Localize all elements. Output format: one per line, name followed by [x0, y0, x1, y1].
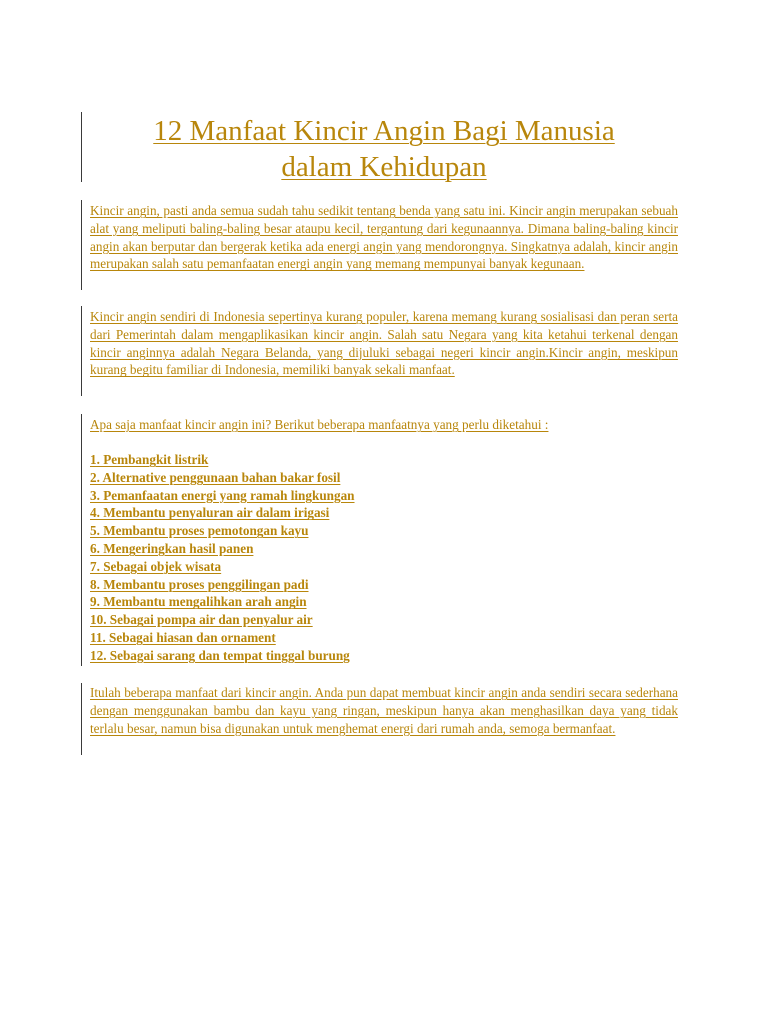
list-item: 7. Sebagai objek wisata — [90, 558, 222, 574]
list-item: 10. Sebagai pompa air dan penyalur air — [90, 612, 313, 628]
list-item: 12. Sebagai sarang dan tempat tinggal burung — [90, 647, 350, 663]
list-item: 6. Mengeringkan hasil panen — [90, 540, 254, 556]
list-item: 3. Pemanfaatan energi yang ramah lingkungan — [90, 487, 355, 503]
list-item: 1. Pembangkit listrik — [90, 452, 209, 467]
list-item: 4. Membantu penyaluran air dalam irigasi — [90, 505, 330, 521]
paragraph-question: Apa saja manfaat kincir angin ini? Berikut beberapa manfaatnya yang perlu diketahui : — [90, 417, 549, 432]
title-line-1: 12 Manfaat Kincir Angin Bagi Manusia — [153, 115, 615, 147]
list-item: 11. Sebagai hiasan dan ornament — [90, 629, 276, 645]
margin-bar-title — [81, 112, 82, 182]
list-item: 2. Alternative penggunaan bahan bakar fosil — [90, 469, 341, 485]
benefit-list — [90, 451, 678, 665]
margin-bar-closing — [81, 683, 82, 755]
list-item: 8. Membantu proses penggilingan padi — [90, 576, 309, 592]
paragraph-intro: Kincir angin, pasti anda semua sudah tahu sedikit tentang benda yang satu ini. Kincir angin merupakan sebuah alat yang meliputi baling-baling besar ataupu kecil, tergantung dari kegunaannya. Dimana baling-baling kincir angin akan berputar dan bergerak ketika ada energi angin yang mendorongnya. Singkatnya adalah, kincir angin merupakan salah satu pemanfaatan energi angin yang memang mempunyai banyak kegunaan. — [90, 203, 678, 272]
paragraph-closing: Itulah beberapa manfaat dari kincir angin. Anda pun dapat membuat kincir angin anda sendiri secara sederhana dengan menggunakan bambu dan kayu yang ringan, meskipun hanya akan menghasilkan daya yang tidak terlalu besar, namun bisa digunakan untuk menghemat energi dari rumah anda, semoga bermanfaat. — [90, 685, 678, 736]
document-title — [96, 113, 672, 185]
margin-bar-paragraph-1 — [81, 200, 82, 290]
margin-bar-list — [81, 414, 82, 666]
list-item: 5. Membantu proses pemotongan kayu — [90, 523, 309, 539]
margin-bar-paragraph-2 — [81, 306, 82, 396]
title-line-2: dalam Kehidupan — [281, 151, 487, 183]
paragraph-indonesia: Kincir angin sendiri di Indonesia sepertinya kurang populer, karena memang kurang sosialisasi dan peran serta dari Pemerintah dalam mengaplikasikan kincir angin. Salah satu Negara yang kita ketahui terkenal dengan kincir anginnya adalah Negara Belanda, yang dijuluki sebagai negeri kincir angin.Kincir angin, meskipun kurang begitu familiar di Indonesia, memiliki banyak sekali manfaat. — [90, 309, 678, 378]
list-item: 9. Membantu mengalihkan arah angin — [90, 594, 307, 610]
